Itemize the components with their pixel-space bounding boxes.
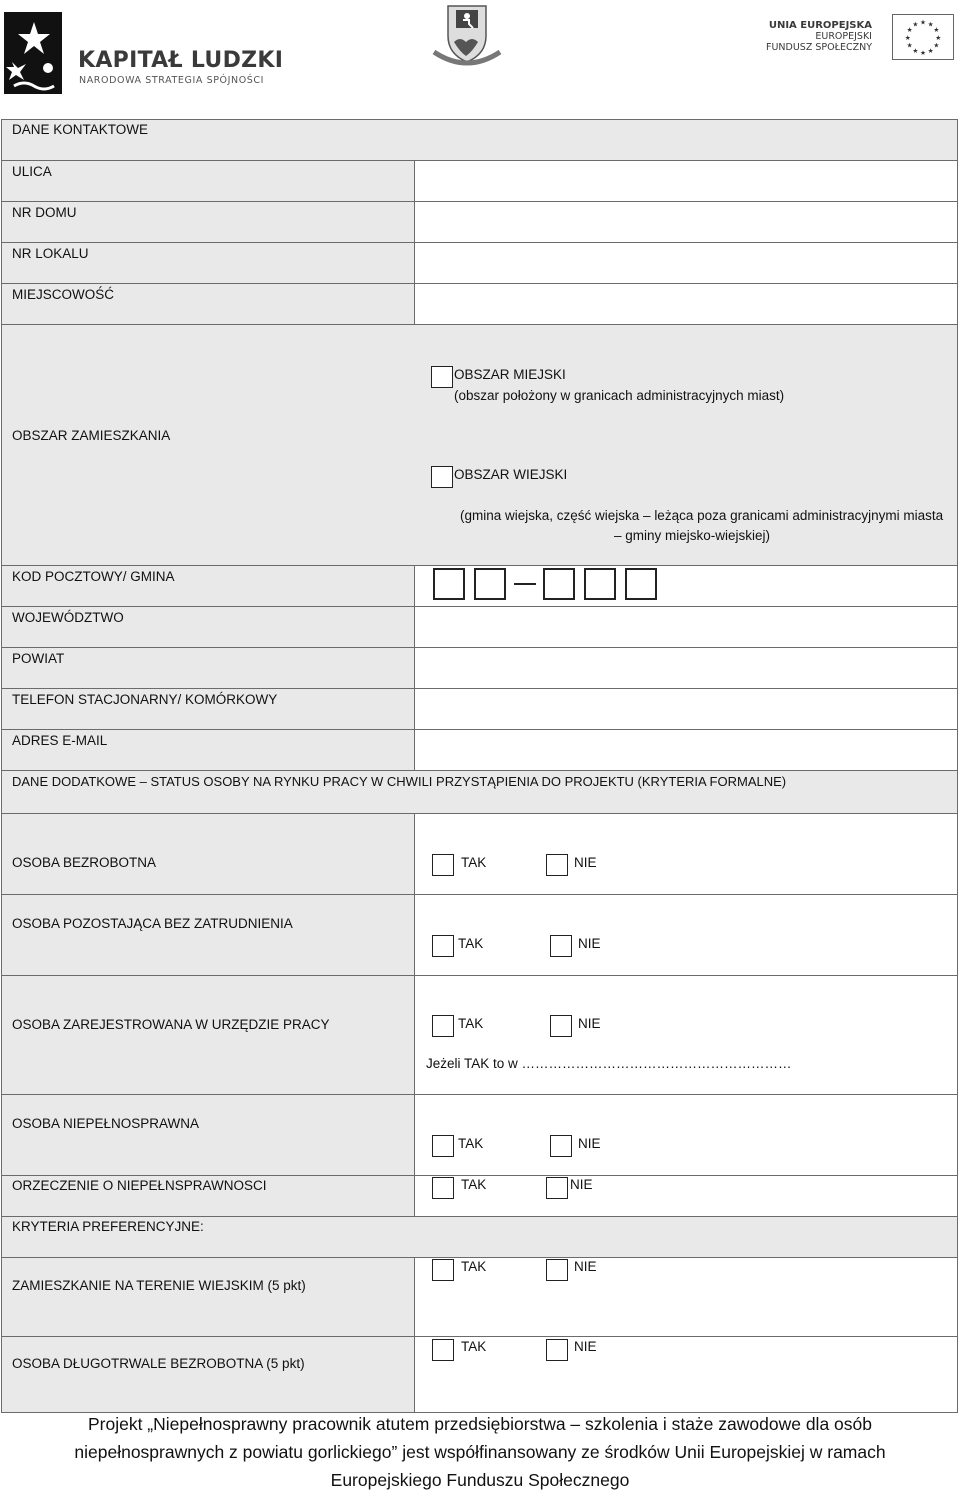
svg-text:★: ★ (920, 18, 926, 27)
urban-area-checkbox[interactable] (431, 366, 453, 388)
long-term-yes-label: TAK (461, 1339, 487, 1354)
eu-flag-icon (892, 14, 954, 60)
rural-pref-no-label: NIE (574, 1259, 597, 1274)
registered-yes-checkbox[interactable] (432, 1015, 454, 1037)
certificate-label: ORZECZENIE O NIEPEŁNSPRAWNOSCI (12, 1178, 267, 1193)
street-label-cell (1, 160, 415, 202)
disabled-no-label: NIE (578, 1136, 601, 1151)
house-no-label-cell (1, 201, 415, 243)
project-footer (0, 1410, 960, 1492)
kapital-ludzki-title: KAPITAŁ LUDZKI (78, 48, 284, 73)
svg-text:★: ★ (906, 41, 913, 50)
not-employed-label: OSOBA POZOSTAJĄCA BEZ ZATRUDNIENIA (12, 916, 293, 931)
footer-line-3: Europejskiego Funduszu Społecznego (330, 1470, 630, 1490)
rural-area-label: OBSZAR WIEJSKI (454, 467, 568, 482)
postal-digit-1[interactable] (433, 568, 465, 600)
not-employed-options (414, 894, 958, 976)
kapital-ludzki-logo (4, 12, 284, 94)
apt-no-label-cell (1, 242, 415, 284)
not-employed-yes-checkbox[interactable] (432, 935, 454, 957)
voivodeship-label-cell (1, 606, 415, 648)
street-label: ULICA (12, 164, 52, 179)
rural-area-desc-1: (gmina wiejska, część wiejska – leżąca poza granicami administracyjnymi miasta (460, 508, 944, 523)
urban-area-label: OBSZAR MIEJSKI (454, 367, 566, 382)
postal-digit-4[interactable] (584, 568, 616, 600)
preferential-section-title: KRYTERIA PREFERENCYJNE: (12, 1219, 204, 1234)
certificate-label-cell (1, 1175, 415, 1217)
svg-text:★: ★ (933, 41, 940, 50)
unemployed-no-label: NIE (574, 855, 597, 870)
additional-section-header (1, 770, 958, 814)
unemployed-options (414, 813, 958, 895)
county-field[interactable] (414, 647, 958, 689)
postal-dash (514, 583, 536, 585)
contact-section-header (1, 119, 958, 161)
long-term-no-checkbox[interactable] (546, 1339, 568, 1361)
not-employed-label-cell (1, 894, 415, 976)
urban-area-desc: (obszar położony w granicach administracyjnych miast) (454, 388, 785, 403)
certificate-no-checkbox[interactable] (546, 1177, 568, 1199)
footer-line-2: niepełnosprawnych z powiatu gorlickiego” jest współfinansowany ze środków Unii Europejskiej w ramach (74, 1442, 886, 1462)
svg-text:★: ★ (933, 26, 940, 35)
registered-no-checkbox[interactable] (550, 1015, 572, 1037)
eu-logo-text (766, 20, 872, 53)
postal-digit-5[interactable] (625, 568, 657, 600)
registered-yes-label: TAK (458, 1016, 484, 1031)
svg-text:★: ★ (904, 33, 911, 42)
long-term-label: OSOBA DŁUGOTRWALE BEZROBOTNA (5 pkt) (12, 1356, 305, 1371)
city-label: MIEJSCOWOŚĆ (12, 287, 115, 302)
long-term-label-cell (1, 1336, 415, 1413)
postal-label-cell (1, 565, 415, 607)
phone-field[interactable] (414, 688, 958, 730)
disabled-label: OSOBA NIEPEŁNOSPRAWNA (12, 1116, 200, 1131)
eu-line1: UNIA EUROPEJSKA (768, 20, 872, 31)
rural-pref-no-checkbox[interactable] (546, 1259, 568, 1281)
disabled-yes-label: TAK (458, 1136, 484, 1151)
certificate-yes-label: TAK (461, 1177, 487, 1192)
unemployed-label-cell (1, 813, 415, 895)
svg-text:★: ★ (920, 49, 926, 58)
postal-label: KOD POCZTOWY/ GMINA (12, 569, 175, 584)
city-label-cell (1, 283, 415, 325)
rural-pref-label-cell (1, 1257, 415, 1337)
phone-label: TELEFON STACJONARNY/ KOMÓRKOWY (12, 692, 278, 707)
email-label-cell (1, 729, 415, 771)
rural-area-desc-2: – gminy miejsko-wiejskiej) (614, 528, 771, 543)
street-field[interactable] (414, 160, 958, 202)
county-label: POWIAT (12, 651, 65, 666)
additional-section-title: DANE DODATKOWE – STATUS OSOBY NA RYNKU PRACY W CHWILI PRZYSTĄPIENIA DO PROJEKTU (KRYTERIA FORMALNE) (12, 774, 787, 789)
disabled-label-cell (1, 1094, 415, 1176)
not-employed-no-label: NIE (578, 936, 601, 951)
svg-text:★: ★ (935, 33, 942, 42)
rural-pref-label: ZAMIESZKANIE NA TERENIE WIEJSKIM (5 pkt) (12, 1278, 306, 1293)
certificate-options (414, 1175, 958, 1217)
footer-line-1: Projekt „Niepełnosprawny pracownik atutem przedsiębiorstwa – szkolenia i staże zawodowe dla osób (87, 1414, 872, 1434)
eu-logo (768, 14, 958, 64)
apt-no-label: NR LOKALU (12, 246, 89, 261)
city-field[interactable] (414, 283, 958, 325)
registered-label: OSOBA ZAREJESTROWANA W URZĘDZIE PRACY (12, 1017, 330, 1032)
long-term-yes-checkbox[interactable] (432, 1339, 454, 1361)
certificate-no-label: NIE (570, 1177, 593, 1192)
registered-office-note: Jeżeli TAK to w …………………………………………………… (426, 1056, 792, 1071)
county-crest-icon (430, 2, 504, 72)
svg-text:★: ★ (912, 20, 919, 29)
disabled-yes-checkbox[interactable] (432, 1135, 454, 1157)
house-no-field[interactable] (414, 201, 958, 243)
postal-digit-3[interactable] (543, 568, 575, 600)
apt-no-field[interactable] (414, 242, 958, 284)
preferential-section-header (1, 1216, 958, 1258)
unemployed-yes-label: TAK (461, 855, 487, 870)
area-row (1, 324, 958, 566)
unemployed-yes-checkbox[interactable] (432, 854, 454, 876)
unemployed-no-checkbox[interactable] (546, 854, 568, 876)
registered-no-label: NIE (578, 1016, 601, 1031)
kapital-ludzki-subtitle: NARODOWA STRATEGIA SPÓJNOŚCI (79, 75, 265, 86)
county-label-cell (1, 647, 415, 689)
not-employed-no-checkbox[interactable] (550, 935, 572, 957)
voivodeship-field[interactable] (414, 606, 958, 648)
rural-area-checkbox[interactable] (431, 466, 453, 488)
svg-text:★: ★ (906, 26, 913, 35)
registered-label-cell (1, 975, 415, 1095)
long-term-no-label: NIE (574, 1339, 597, 1354)
house-no-label: NR DOMU (12, 205, 77, 220)
rural-pref-yes-label: TAK (461, 1259, 487, 1274)
svg-text:★: ★ (912, 47, 919, 56)
email-label: ADRES E-MAIL (12, 733, 108, 748)
unemployed-label: OSOBA BEZROBOTNA (12, 855, 157, 870)
postal-digit-2[interactable] (474, 568, 506, 600)
disabled-no-checkbox[interactable] (550, 1135, 572, 1157)
long-term-options (414, 1336, 958, 1413)
not-employed-yes-label: TAK (458, 936, 484, 951)
phone-label-cell (1, 688, 415, 730)
registered-options (414, 975, 958, 1095)
page-header (0, 0, 960, 118)
contact-section-title: DANE KONTAKTOWE (12, 122, 149, 137)
eu-line2: EUROPEJSKI (815, 31, 872, 42)
area-label: OBSZAR ZAMIESZKANIA (12, 428, 171, 443)
kapital-ludzki-emblem-icon (4, 12, 62, 94)
eu-line3: FUNDUSZ SPOŁECZNY (766, 42, 872, 53)
certificate-yes-checkbox[interactable] (432, 1177, 454, 1199)
svg-text:★: ★ (927, 47, 934, 56)
voivodeship-label: WOJEWÓDZTWO (12, 610, 124, 625)
rural-pref-yes-checkbox[interactable] (432, 1259, 454, 1281)
svg-text:★: ★ (927, 20, 934, 29)
email-field[interactable] (414, 729, 958, 771)
disabled-options (414, 1094, 958, 1176)
rural-pref-options (414, 1257, 958, 1337)
